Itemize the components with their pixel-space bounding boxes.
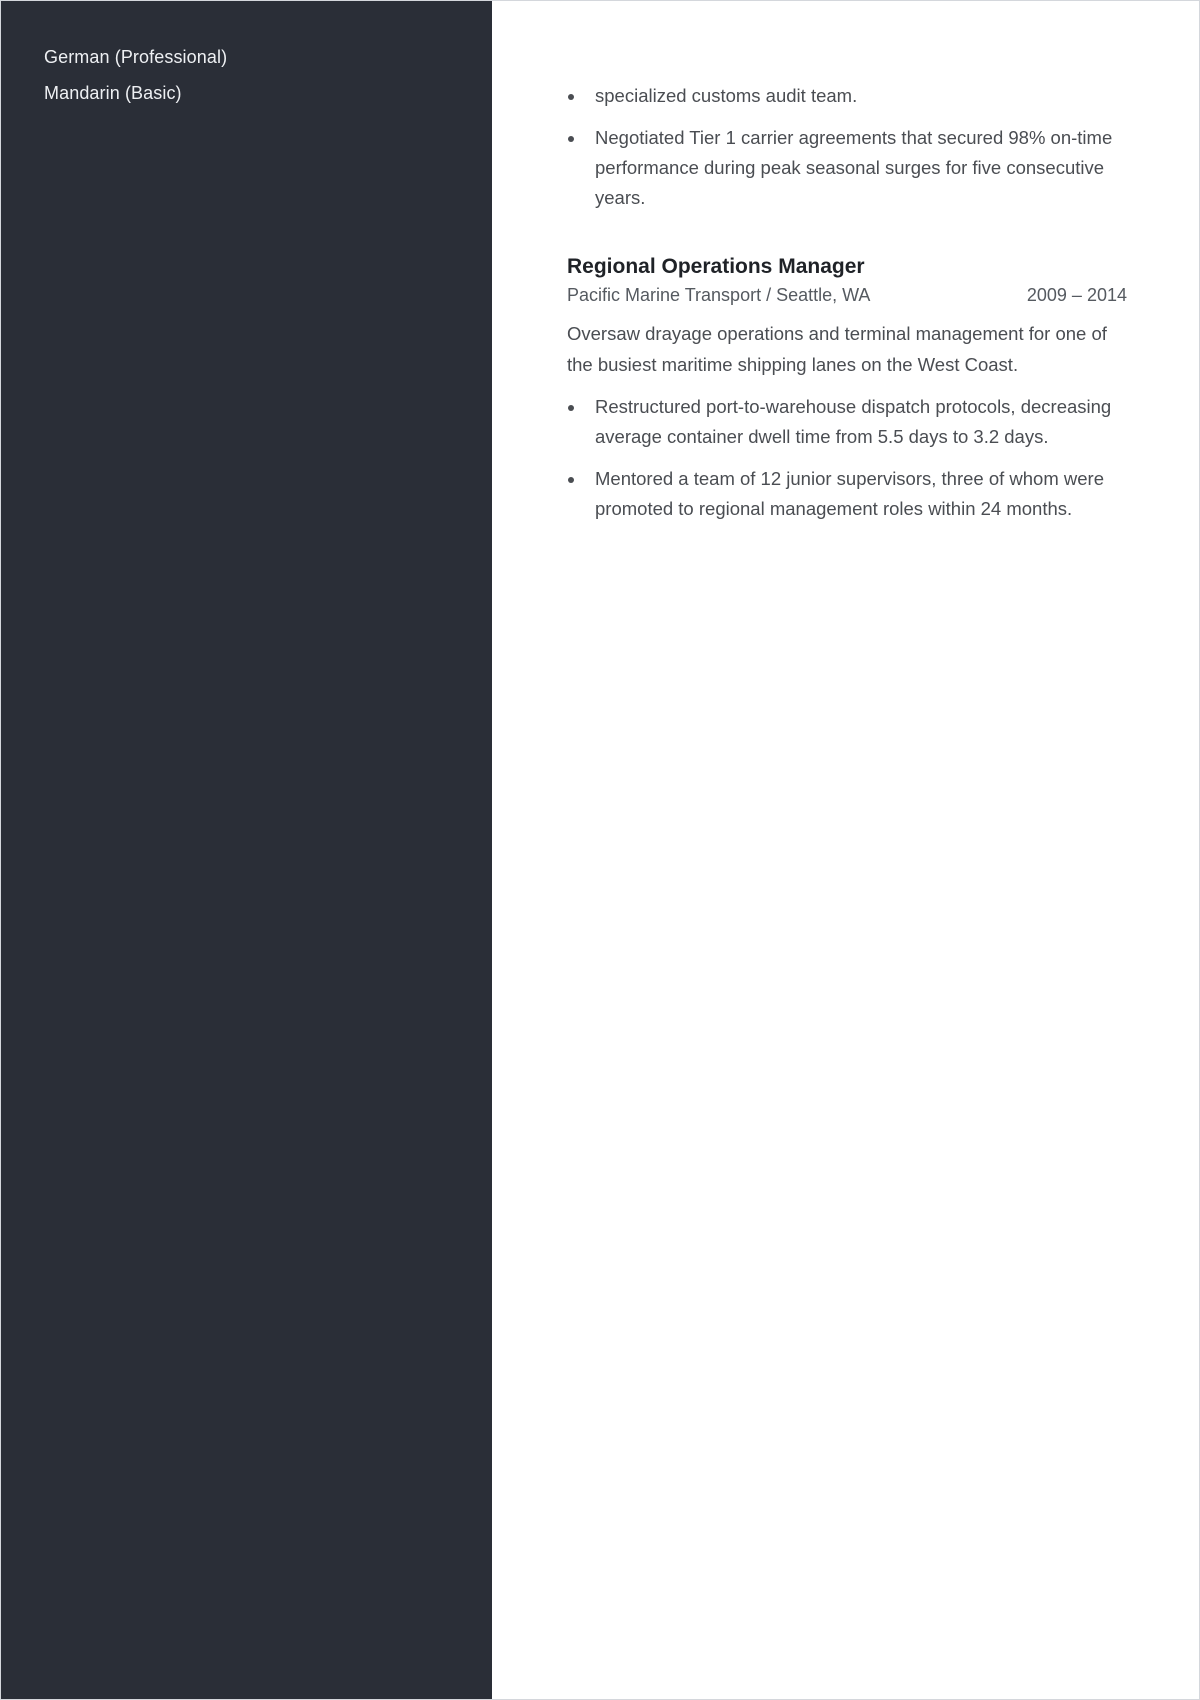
job-entry (567, 253, 1127, 524)
job-title: Regional Operations Manager (567, 255, 865, 278)
languages-list (44, 39, 227, 111)
job-bullets (567, 392, 1127, 524)
job-description: Oversaw drayage operations and terminal management for one of the busiest maritime shipping lanes on the West Coast. (567, 323, 1107, 375)
bullet-item: Restructured port-to-warehouse dispatch protocols, decreasing average container dwell time from 5.5 days to 3.2 days. (567, 392, 1127, 452)
bullet-item: Negotiated Tier 1 carrier agreements that secured 98% on-time performance during peak seasonal surges for five consecutive years. (567, 123, 1127, 213)
bullet-item: Mentored a team of 12 junior supervisors, three of whom were promoted to regional management roles within 24 months. (567, 464, 1127, 524)
previous-job-bullets (567, 81, 1127, 213)
language-item: Mandarin (Basic) (44, 83, 182, 103)
job-meta (567, 283, 1127, 307)
job-dates: 2009 – 2014 (1026, 285, 1127, 305)
main-content (567, 81, 1127, 536)
bullet-item: specialized customs audit team. (567, 81, 1127, 111)
language-item: German (Professional) (44, 47, 228, 67)
sidebar (1, 1, 492, 1699)
job-company: Pacific Marine Transport / Seattle, WA (567, 285, 871, 305)
